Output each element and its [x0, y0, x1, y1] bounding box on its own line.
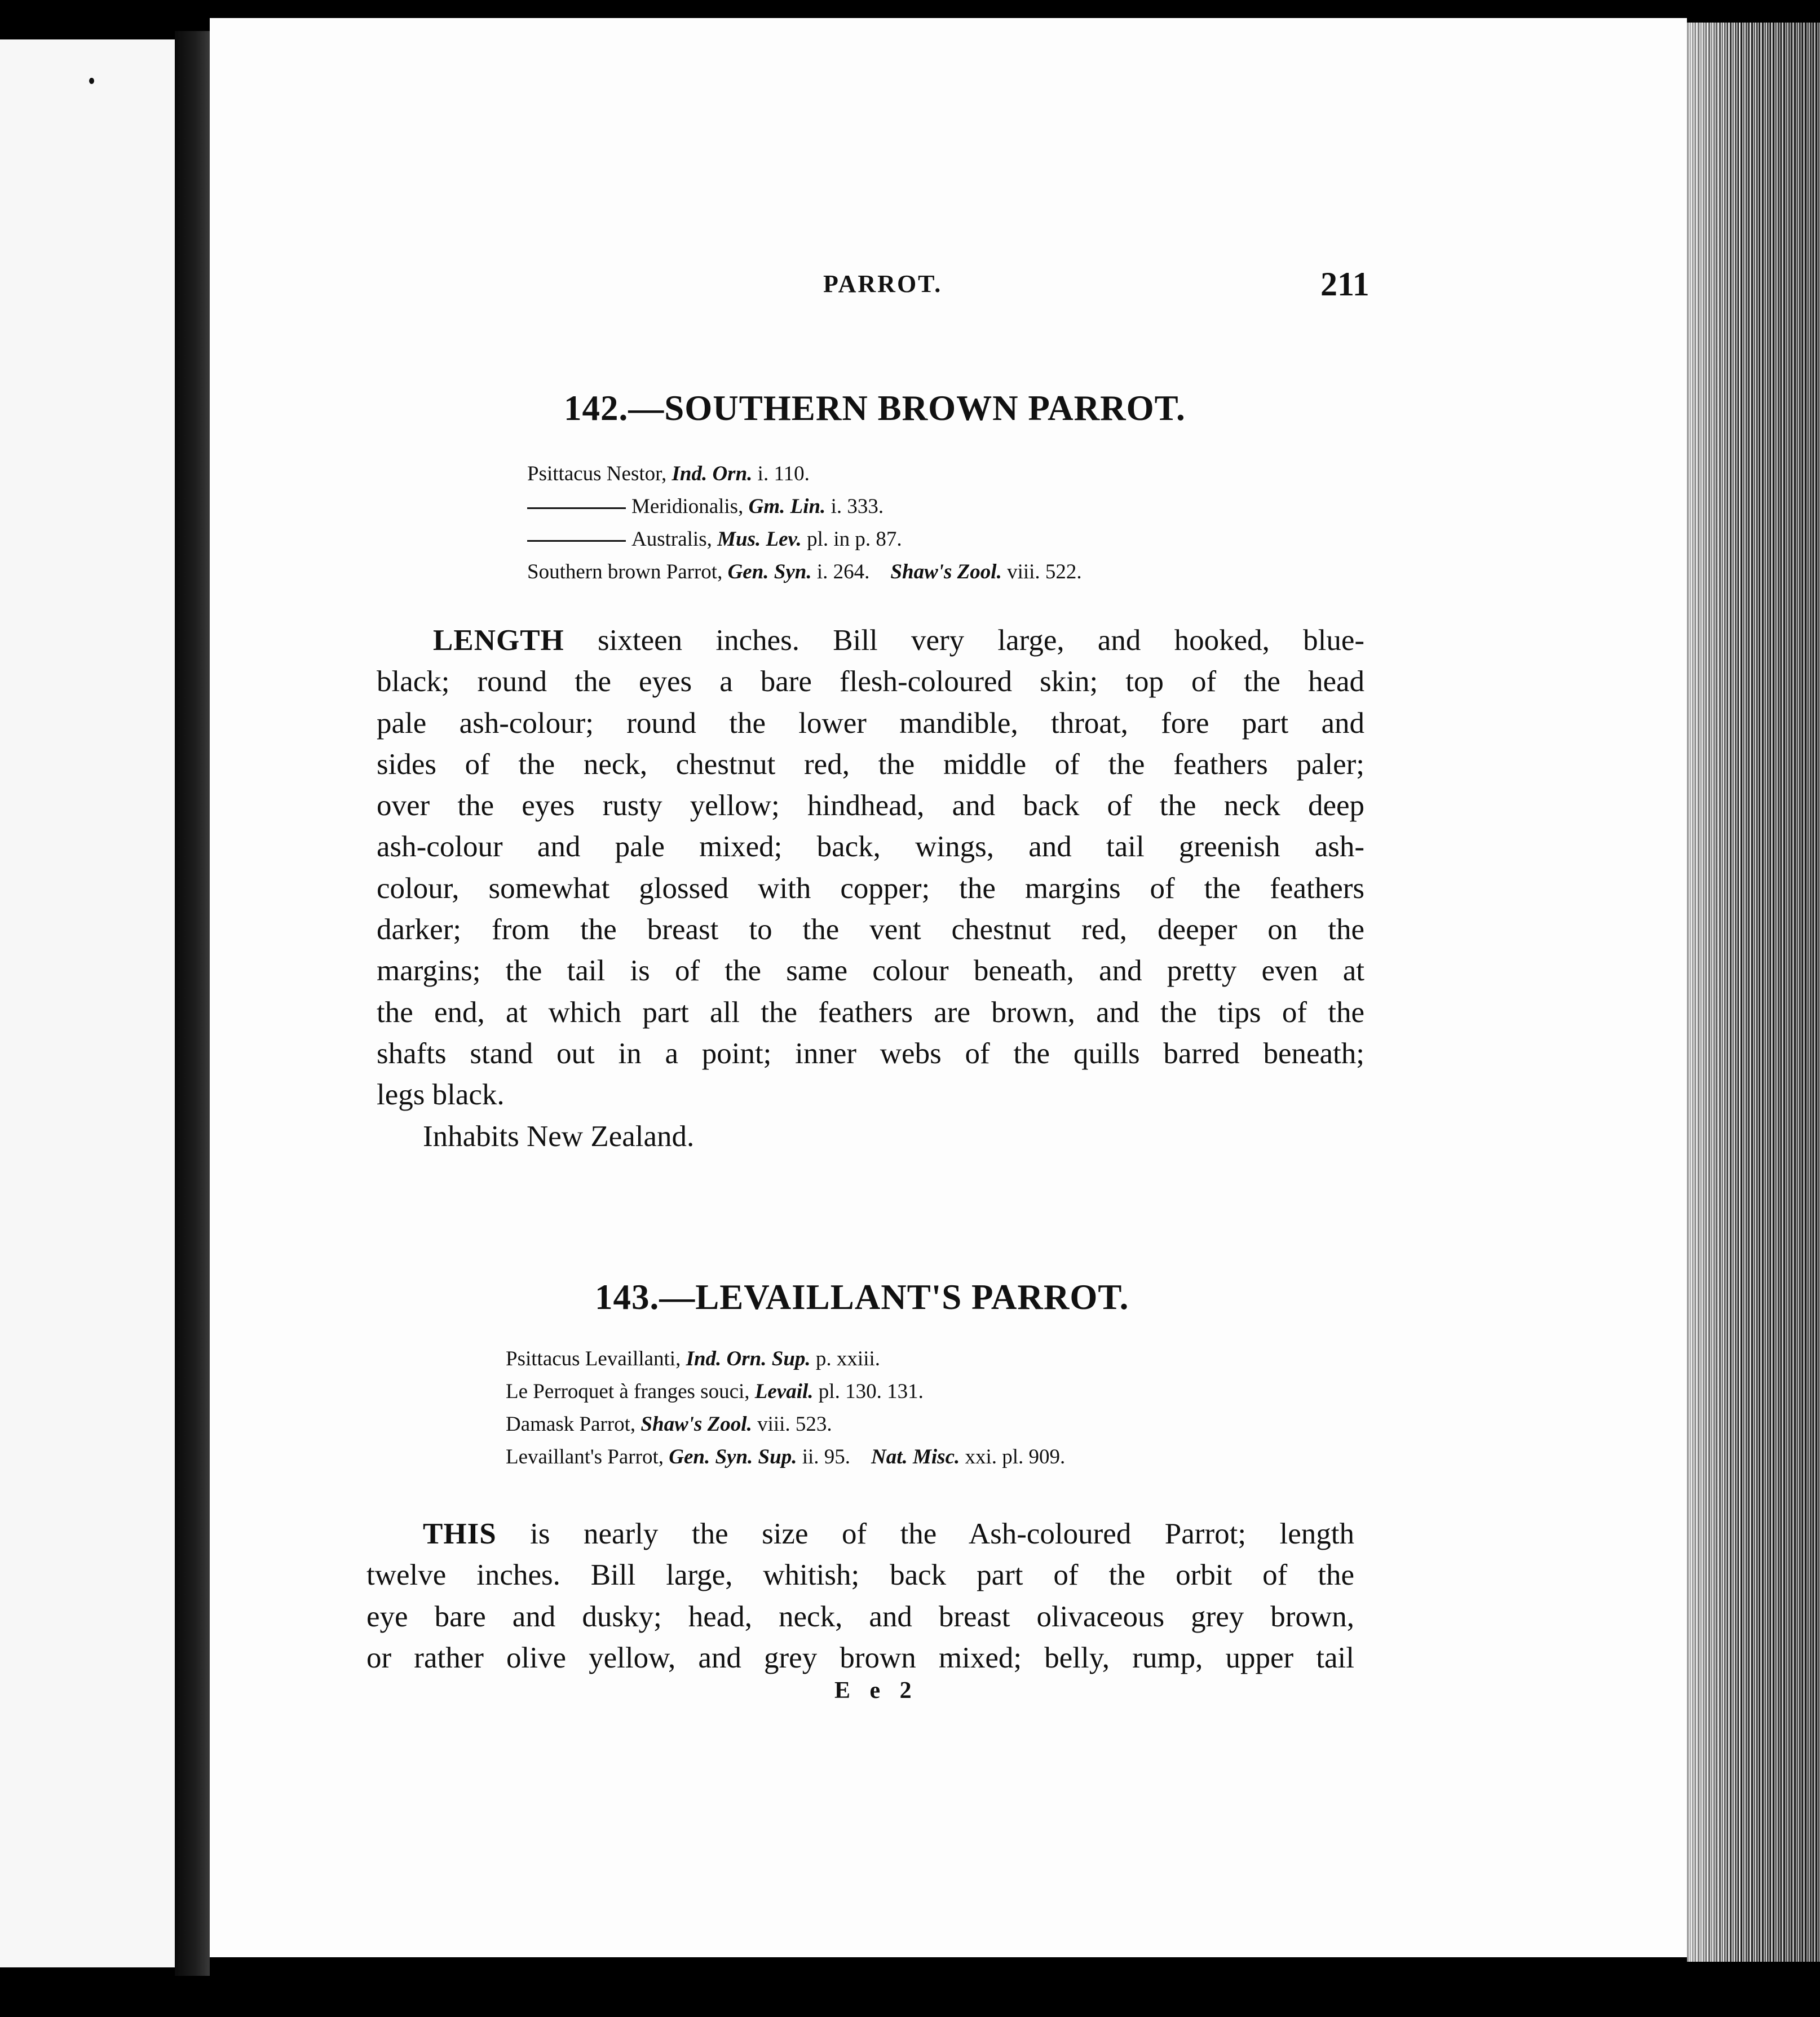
synonym-name: Psittacus Nestor,: [527, 462, 672, 485]
line-text: twelve inches. Bill large, whitish; back part of the orbit of the: [366, 1559, 1354, 1592]
line-text: sixteen inches. Bill very large, and hooked, blue-: [564, 624, 1364, 657]
ink-speck: [89, 78, 94, 84]
line-text: legs black.: [377, 1078, 505, 1112]
line-text: sides of the neck, chestnut red, the middle of the feathers paler;: [377, 747, 1364, 781]
synonym-reference: Nat. Misc.: [871, 1445, 960, 1468]
lead-word: LENGTH: [433, 624, 564, 657]
text-line: [377, 950, 1364, 992]
line-text: is nearly the size of the Ash-coloured Parrot; length: [496, 1518, 1354, 1550]
synonym-name: Le Perroquet à franges souci,: [506, 1380, 755, 1403]
synonym-reference: Shaw's Zool.: [640, 1413, 752, 1436]
lead-word: THIS: [423, 1518, 497, 1550]
text-line: [377, 661, 1364, 702]
synonym-row: [527, 490, 1082, 523]
synonym-name: Psittacus Levaillanti,: [506, 1347, 686, 1370]
synonym-row: [527, 458, 1082, 490]
line-text: darker; from the breast to the vent chestnut red, deeper on the: [377, 913, 1364, 946]
book-gutter: [175, 31, 210, 1976]
text-line: [377, 826, 1364, 868]
synonym-locator: pl. in p. 87.: [801, 528, 902, 551]
text-line: [366, 1596, 1354, 1638]
synonym-reference: Levail.: [754, 1380, 814, 1403]
line-text: eye bare and dusky; head, neck, and breast olivaceous grey brown,: [366, 1600, 1354, 1633]
line-text: black; round the eyes a bare flesh-coloured skin; top of the head: [377, 665, 1364, 698]
line-text: ash-colour and pale mixed; back, wings, and tail greenish ash-: [377, 830, 1364, 864]
species-142-description: [377, 620, 1364, 1157]
synonym-locator: pl. 130. 131.: [813, 1380, 924, 1403]
synonym-row: [506, 1408, 1065, 1441]
line-text: over the eyes rusty yellow; hindhead, and back of the neck deep: [377, 789, 1364, 822]
species-143-description: [366, 1514, 1354, 1679]
habitat-note: Inhabits New Zealand.: [423, 1120, 695, 1153]
synonym-locator: i. 333.: [825, 495, 884, 518]
line-text: or rather olive yellow, and grey brown mixed; belly, rump, upper tail: [366, 1641, 1354, 1674]
synonym-name: Meridionalis,: [631, 495, 749, 518]
synonym-locator: xxi. pl. 909.: [960, 1445, 1066, 1468]
synonym-row: [506, 1375, 1065, 1408]
line-text: pale ash-colour; round the lower mandible, throat, fore part and: [377, 706, 1364, 740]
synonym-reference: Ind. Orn. Sup.: [686, 1347, 811, 1370]
synonym-name: Australis,: [631, 528, 718, 551]
species-142-title: 142.—SOUTHERN BROWN PARROT.: [564, 388, 1186, 428]
synonym-reference: Mus. Lev.: [717, 528, 802, 551]
synonym-locator: i. 264.: [811, 560, 870, 583]
species-143-title: 143.—LEVAILLANT'S PARROT.: [595, 1277, 1129, 1317]
line-text: shafts stand out in a point; inner webs of the quills barred beneath;: [377, 1037, 1364, 1070]
text-line: [377, 909, 1364, 950]
synonym-reference: Ind. Orn.: [672, 462, 753, 485]
text-line: [366, 1555, 1354, 1596]
running-head: PARROT.: [823, 270, 943, 298]
text-line: [377, 620, 1364, 661]
synonym-name: Southern brown Parrot,: [527, 560, 728, 583]
synonym-locator: p. xxiii.: [810, 1347, 881, 1370]
species-142-synonyms: [527, 458, 1082, 589]
synonym-name: Damask Parrot,: [506, 1413, 641, 1436]
text-line: [366, 1514, 1354, 1555]
text-line: [377, 992, 1364, 1033]
text-line: [377, 868, 1364, 909]
synonym-locator: viii. 522.: [1001, 560, 1082, 583]
text-line: [377, 1033, 1364, 1074]
page-number: 211: [1320, 266, 1370, 303]
synonym-reference: Gen. Syn.: [727, 560, 812, 583]
synonym-row: [527, 556, 1082, 589]
line-text: colour, somewhat glossed with copper; the margins of the feathers: [377, 872, 1364, 905]
line-text: margins; the tail is of the same colour beneath, and pretty even at: [377, 954, 1364, 988]
facing-page-edge: [0, 39, 175, 1967]
text-line: [377, 744, 1364, 785]
synonym-row: [527, 523, 1082, 556]
text-line: [377, 1074, 1364, 1116]
synonym-reference: Gen. Syn. Sup.: [669, 1445, 797, 1468]
synonym-row: [506, 1441, 1065, 1474]
ditto-dash: [527, 507, 626, 509]
signature-mark: E e 2: [834, 1678, 918, 1704]
line-text: the end, at which part all the feathers are brown, and the tips of the: [377, 996, 1364, 1029]
synonym-locator: i. 110.: [752, 462, 810, 485]
synonym-reference: Shaw's Zool.: [890, 560, 1002, 583]
ditto-dash: [527, 540, 626, 542]
synonym-row: [506, 1343, 1065, 1375]
species-143-synonyms: [506, 1343, 1065, 1474]
synonym-reference: Gm. Lin.: [748, 495, 826, 518]
page-edges-stack: [1687, 23, 1820, 1962]
synonym-locator: viii. 523.: [752, 1413, 832, 1436]
synonym-locator: ii. 95.: [797, 1445, 850, 1468]
text-line: [377, 785, 1364, 826]
text-line: [377, 703, 1364, 744]
synonym-name: Levaillant's Parrot,: [506, 1445, 669, 1468]
text-line: [366, 1638, 1354, 1679]
